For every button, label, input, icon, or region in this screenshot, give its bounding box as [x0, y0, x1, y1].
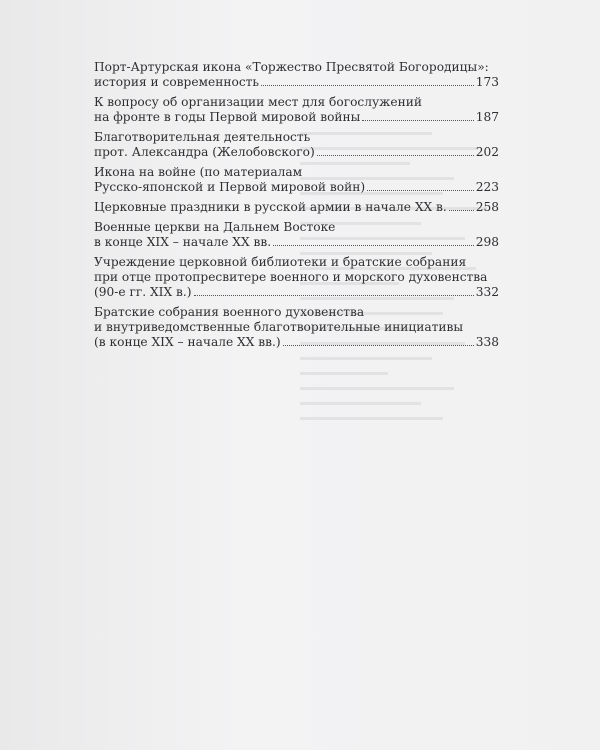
entry-title-line: Икона на войне (по материалам [94, 165, 303, 179]
entry-title-line: Русско-японской и Первой мировой войн) [94, 180, 366, 194]
entry-title-line: Благотворительная деятельность [94, 130, 311, 144]
toc-entry [94, 305, 499, 350]
entry-title-line: (в конце XIX – начале XX вв.) [94, 335, 281, 349]
entry-title-line: на фронте в годы Первой мировой войны [94, 110, 361, 124]
dot-leader [273, 245, 474, 246]
dot-leader [367, 190, 474, 191]
dot-leader [283, 345, 474, 346]
toc-entry [94, 220, 499, 250]
page-number: 173 [475, 75, 499, 89]
page-number: 223 [475, 180, 499, 194]
toc-entry [94, 255, 499, 300]
dot-leader [317, 155, 474, 156]
toc-entry [94, 200, 499, 215]
entry-title-line: прот. Александра (Желобовского) [94, 145, 315, 159]
entry-title-line: при отце протопресвитере военного и морского духовенства [94, 270, 488, 284]
page-number: 298 [475, 235, 499, 249]
entry-title-line: Церковные праздники в русской армии в начале XX в. [94, 200, 447, 214]
dot-leader [194, 295, 474, 296]
entry-title-line: Братские собрания военного духовенства [94, 305, 365, 319]
table-of-contents [94, 60, 499, 355]
dot-leader [261, 85, 474, 86]
entry-title-line: и внутриведомственные благотворительные инициативы [94, 320, 464, 334]
toc-entry [94, 165, 499, 195]
dot-leader [449, 210, 474, 211]
dot-leader [362, 120, 473, 121]
entry-title-line: в конце XIX – начале XX вв. [94, 235, 272, 249]
toc-entry [94, 95, 499, 125]
entry-title-line: (90-е гг. XIX в.) [94, 285, 192, 299]
entry-title-line: Учреждение церковной библиотеки и братские собрания [94, 255, 467, 269]
page-number: 187 [475, 110, 499, 124]
page-number: 258 [475, 200, 499, 214]
entry-title-line: К вопросу об организации мест для богослужений [94, 95, 422, 109]
toc-entry [94, 130, 499, 160]
toc-entry [94, 60, 499, 90]
entry-title-line: Порт-Артурская икона «Торжество Пресвятой Богородицы»: [94, 60, 489, 74]
entry-title-line: история и современность [94, 75, 260, 89]
page-number: 338 [475, 335, 499, 349]
page-number: 202 [475, 145, 499, 159]
page-number: 332 [475, 285, 499, 299]
entry-title-line: Военные церкви на Дальнем Востоке [94, 220, 336, 234]
